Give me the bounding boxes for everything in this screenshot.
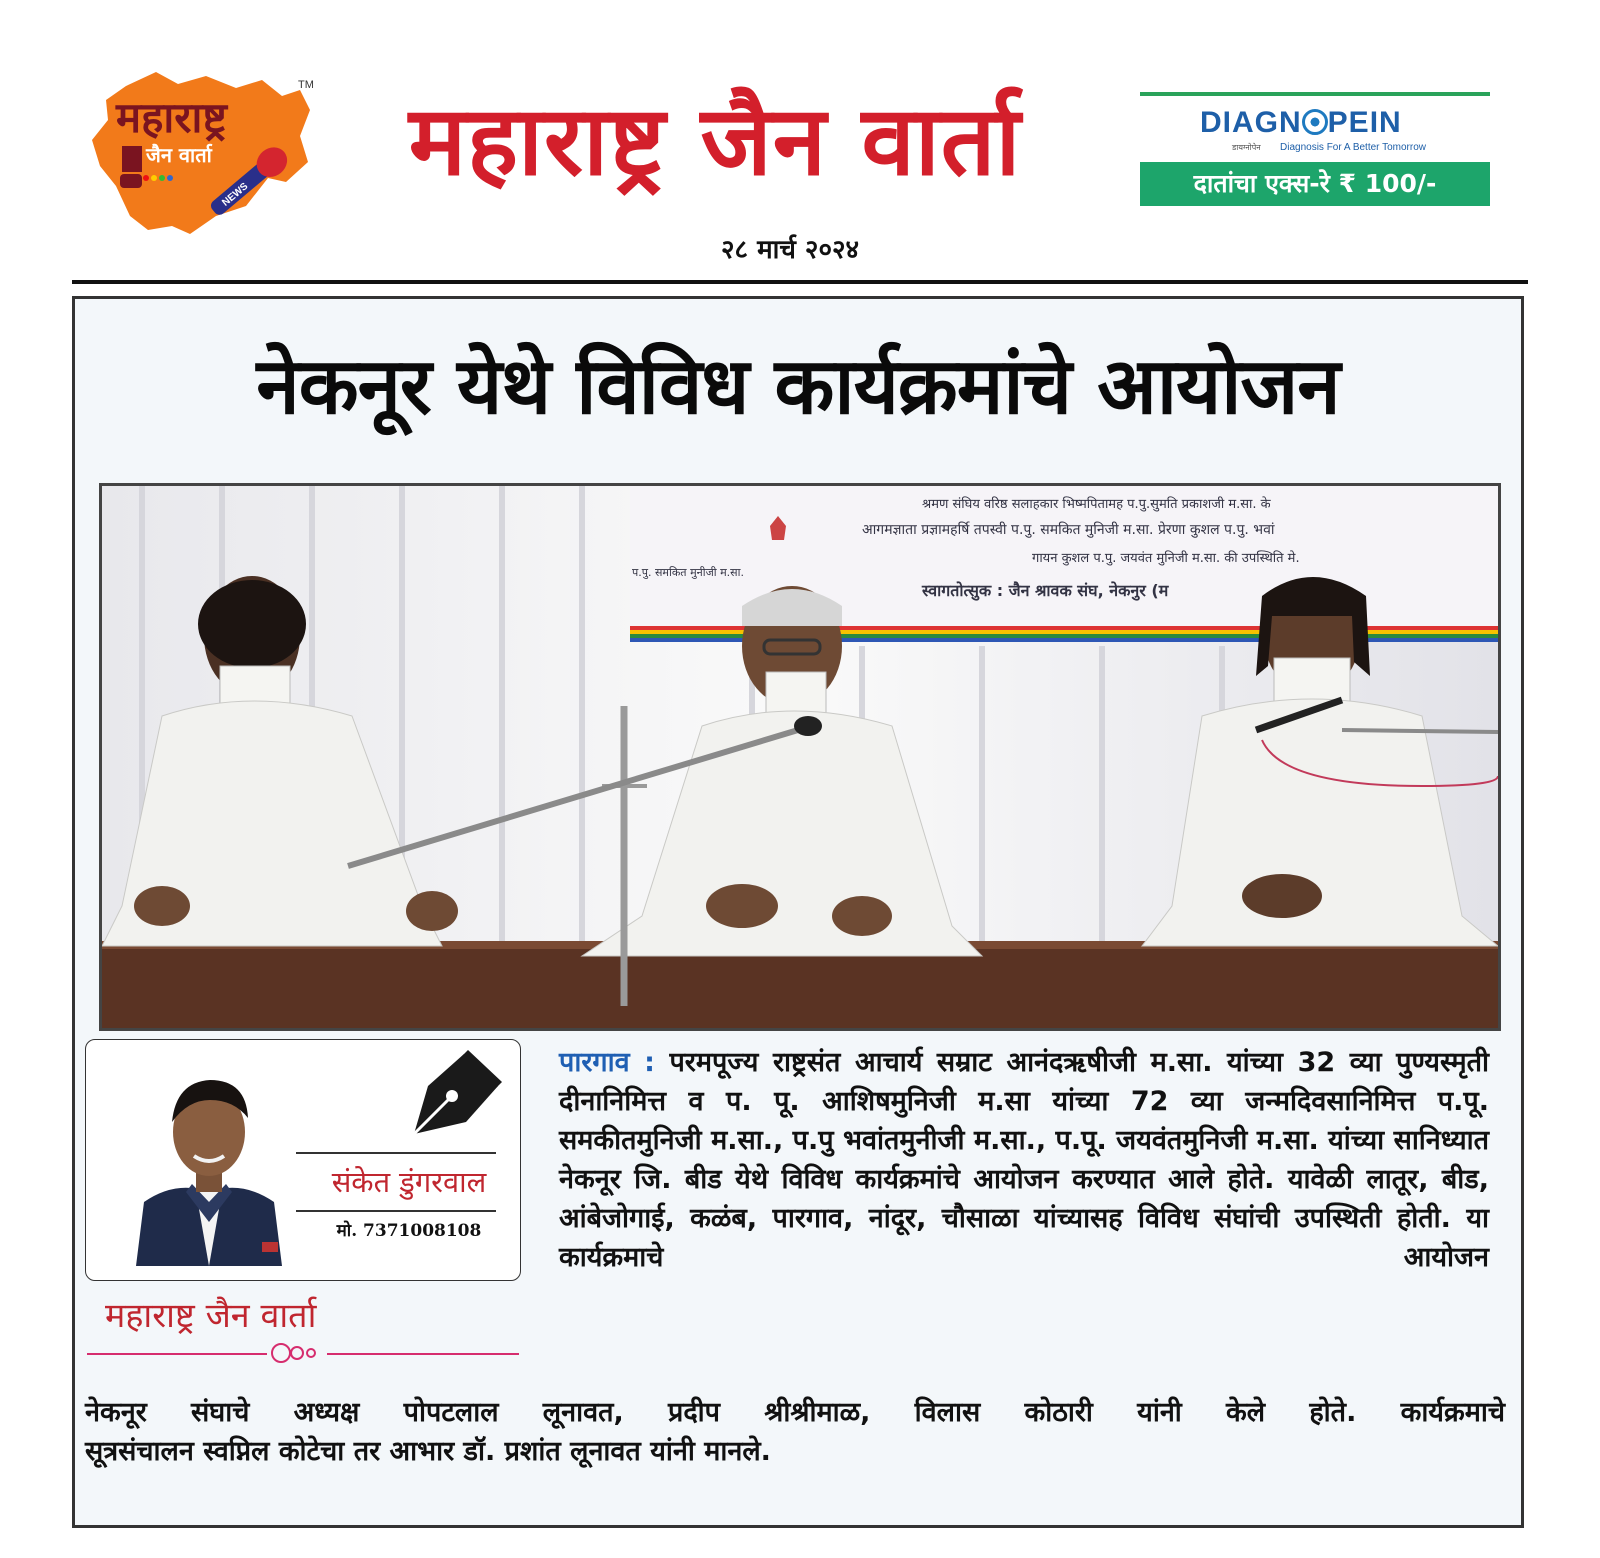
article-body-full bbox=[85, 1393, 1505, 1471]
trademark: TM bbox=[298, 79, 314, 91]
banner-line-3: गायन कुशल प.पु. जयवंत मुनिजी म.सा. की उपस्थिति मे. bbox=[1032, 551, 1300, 566]
fountain-pen-icon bbox=[406, 1046, 506, 1142]
article-headline: नेकनूर येथे विविध कार्यक्रमांचे आयोजन bbox=[256, 342, 1340, 432]
full-line-2: सूत्रसंचालन स्वप्निल कोटेचा तर आभार डॉ. प्रशांत लूनावत यांनी मानले. bbox=[85, 1436, 771, 1467]
banner-line-2: आगमज्ञाता प्रज्ञामहर्षि तपस्वी प.पु. समकित मुनिजी म.सा. प्रेरणा कुशल प.पु. भवां bbox=[862, 522, 1275, 538]
masthead-logo bbox=[86, 66, 322, 236]
ad-brand-left: DIAGN bbox=[1200, 106, 1302, 139]
article-body-column bbox=[559, 1043, 1489, 1277]
dateline: पारगाव : bbox=[559, 1047, 655, 1078]
card-divider bbox=[296, 1210, 496, 1212]
ad-brand-right: PEIN bbox=[1327, 106, 1402, 139]
reporter-name: संकेत डुंगरवाल bbox=[331, 1165, 487, 1199]
signature-title: महाराष्ट्र जैन वार्ता bbox=[105, 1296, 317, 1336]
diagnopein-advertisement[interactable] bbox=[1140, 92, 1490, 208]
masthead-rule bbox=[72, 280, 1528, 284]
globe-icon bbox=[1302, 109, 1328, 135]
banner-line-4: स्वागतोत्सुक : जैन श्रावक संघ, नेकनुर (म bbox=[922, 581, 1169, 600]
article-photo bbox=[99, 483, 1501, 1031]
ad-brand-marathi: डायग्नोपेन bbox=[1232, 143, 1261, 152]
column-text: परमपूज्य राष्ट्रसंत आचार्य सम्राट आनंदऋषीजी म.सा. यांच्या 32 व्या पुण्यस्मृती दीनानिमित्त व प. पू. आशिषमुनिजी म.सा यांच्या 72 व्या जन्मदिवसानिमित्त प.पू. समकीतमुनिजी म.सा., प.पु भवांतमुनीजी म.सा., प.पू. जयवंतमुनिजी म.सा. यांच्या सानिध्यात नेकनूर जि. बीड येथे विविध कार्यक्रमांचे आयोजन करण्यात आले होते. यावेळी लातूर, बीड, आंबेजोगाई, कळंब, पारगाव, नांदूर, चौसाळा यांच्यासह विविध संघांची उपस्थिती होती. या कार्यक्रमाचे आयोजन bbox=[559, 1047, 1489, 1273]
reporter-phone: मो. 7371008108 bbox=[336, 1221, 482, 1241]
logo-text: महाराष्ट्र bbox=[116, 93, 227, 142]
card-divider bbox=[296, 1152, 496, 1154]
reporter-photo bbox=[116, 1052, 302, 1266]
logo-subtext: जैन वार्ता bbox=[146, 143, 212, 167]
banner-line-1: श्रमण संघिय वरिष्ठ सलाहकार भिष्मपितामह प.पु.सुमति प्रकाशजी म.सा. के bbox=[922, 497, 1271, 512]
reporter-card bbox=[85, 1039, 521, 1281]
ad-brand bbox=[1200, 106, 1402, 140]
ad-tagline: Diagnosis For A Better Tomorrow bbox=[1280, 142, 1426, 153]
full-line-1: नेकनूर संघाचे अध्यक्ष पोपटलाल लूनावत, प्रदीप श्रीश्रीमाळ, विलास कोठारी यांनी केले होते. कार्यक्रमाचे bbox=[85, 1397, 1505, 1428]
ornament-icon bbox=[267, 1339, 327, 1367]
logo-badge: NEWS bbox=[220, 180, 251, 209]
masthead-title: महाराष्ट्र जैन वार्ता bbox=[408, 85, 1022, 197]
event-photo-illustration bbox=[102, 486, 1498, 1028]
banner-caption: प.पु. समकित मुनीजी म.सा. bbox=[632, 566, 744, 579]
reporter-portrait bbox=[116, 1052, 302, 1266]
issue-date: २८ मार्च २०२४ bbox=[720, 235, 860, 265]
maharashtra-map-logo bbox=[86, 66, 322, 236]
ad-top-line bbox=[1140, 92, 1490, 96]
article-frame bbox=[72, 296, 1524, 1528]
ad-offer: दातांचा एक्स-रे ₹ 100/- bbox=[1140, 162, 1490, 206]
